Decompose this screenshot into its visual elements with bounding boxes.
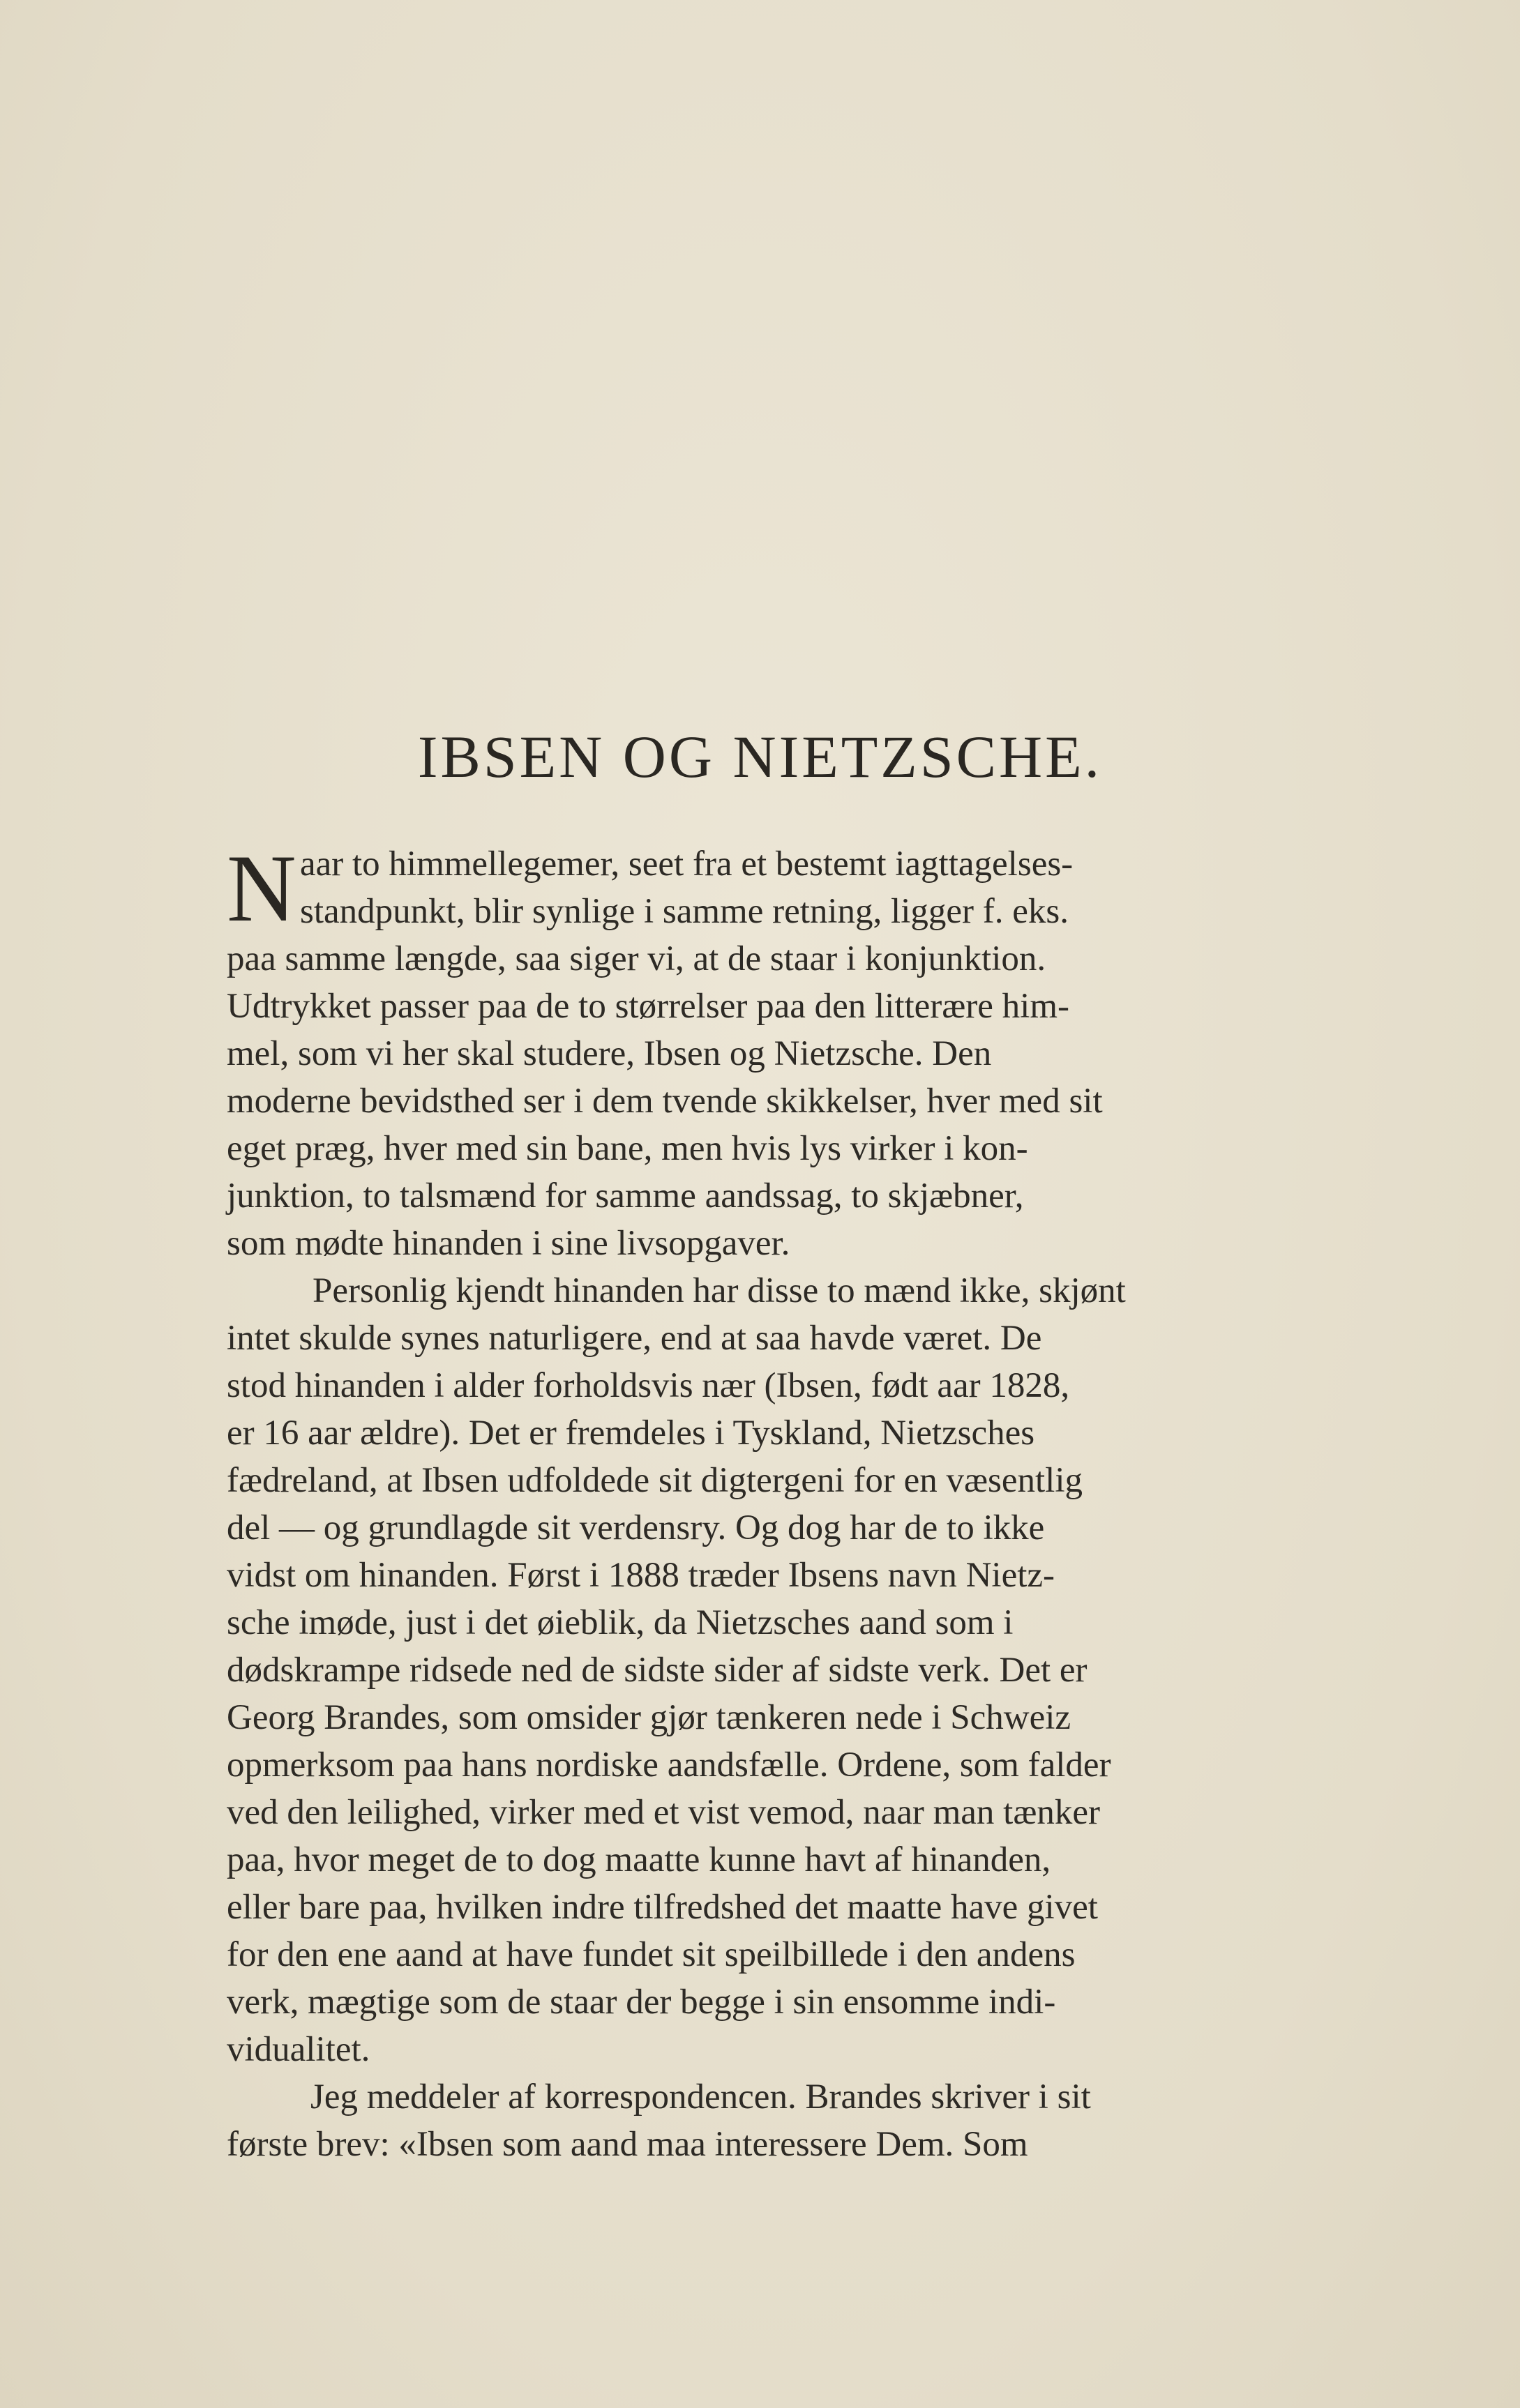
text-line: er 16 aar ældre). Det er fremdeles i Tyskland, Nietzsches xyxy=(227,1414,1035,1453)
text-line: fædreland, at Ibsen udfoldede sit digtergeni for en væsentlig xyxy=(227,1461,1083,1500)
text-line: ved den leilighed, virker med et vist vemod, naar man tænker xyxy=(227,1793,1100,1832)
text-line: vidst om hinanden. Først i 1888 træder Ibsens navn Nietz- xyxy=(227,1556,1055,1595)
text-line: Udtrykket passer paa de to størrelser paa den litterære him- xyxy=(227,987,1069,1026)
text-line: del — og grundlagde sit verdensry. Og dog har de to ikke xyxy=(227,1508,1045,1547)
text-line: dødskrampe ridsede ned de sidste sider af sidste verk. Det er xyxy=(227,1651,1088,1690)
text-line: sche imøde, just i det øieblik, da Nietzsches aand som i xyxy=(227,1603,1014,1642)
text-line: eller bare paa, hvilken indre tilfredshed det maatte have givet xyxy=(227,1888,1098,1927)
text-line: junktion, to talsmænd for samme aandssag, to skjæbner, xyxy=(227,1176,1024,1216)
text-line: vidualitet. xyxy=(227,2030,370,2069)
text-line: moderne bevidsthed ser i dem tvende skikkelser, hver med sit xyxy=(227,1082,1103,1121)
text-line: Georg Brandes, som omsider gjør tænkeren nede i Schweiz xyxy=(227,1698,1071,1737)
text-line: første brev: «Ibsen som aand maa interessere Dem. Som xyxy=(227,2125,1028,2164)
text-line: stod hinanden i alder forholdsvis nær (Ibsen, født aar 1828, xyxy=(227,1366,1070,1405)
text-line: Personlig kjendt hinanden har disse to mænd ikke, skjønt xyxy=(313,1271,1126,1310)
text-line: aar to himmellegemer, seet fra et bestemt iagttagelses- xyxy=(300,845,1074,884)
text-line: for den ene aand at have fundet sit speilbillede i den andens xyxy=(227,1935,1076,1974)
text-line: eget præg, hver med sin bane, men hvis lys virker i kon- xyxy=(227,1129,1028,1168)
text-line: standpunkt, blir synlige i samme retning, ligger f. eks. xyxy=(300,892,1069,931)
text-line: opmerksom paa hans nordiske aandsfælle. Ordene, som falder xyxy=(227,1746,1111,1785)
text-line: verk, mægtige som de staar der begge i sin ensomme indi- xyxy=(227,1983,1056,2022)
text-line: paa, hvor meget de to dog maatte kunne havt af hinanden, xyxy=(227,1840,1051,1879)
text-line: paa samme længde, saa siger vi, at de staar i konjunktion. xyxy=(227,939,1046,978)
drop-cap: N xyxy=(227,835,296,941)
text-line: som mødte hinanden i sine livsopgaver. xyxy=(227,1224,790,1263)
article-title: IBSEN OG NIETZSCHE. xyxy=(417,723,1103,790)
text-line: intet skulde synes naturligere, end at saa havde været. De xyxy=(227,1319,1042,1358)
text-line: Jeg meddeler af korrespondencen. Brandes skriver i sit xyxy=(310,2077,1091,2117)
text-line: mel, som vi her skal studere, Ibsen og Nietzsche. Den xyxy=(227,1034,992,1073)
